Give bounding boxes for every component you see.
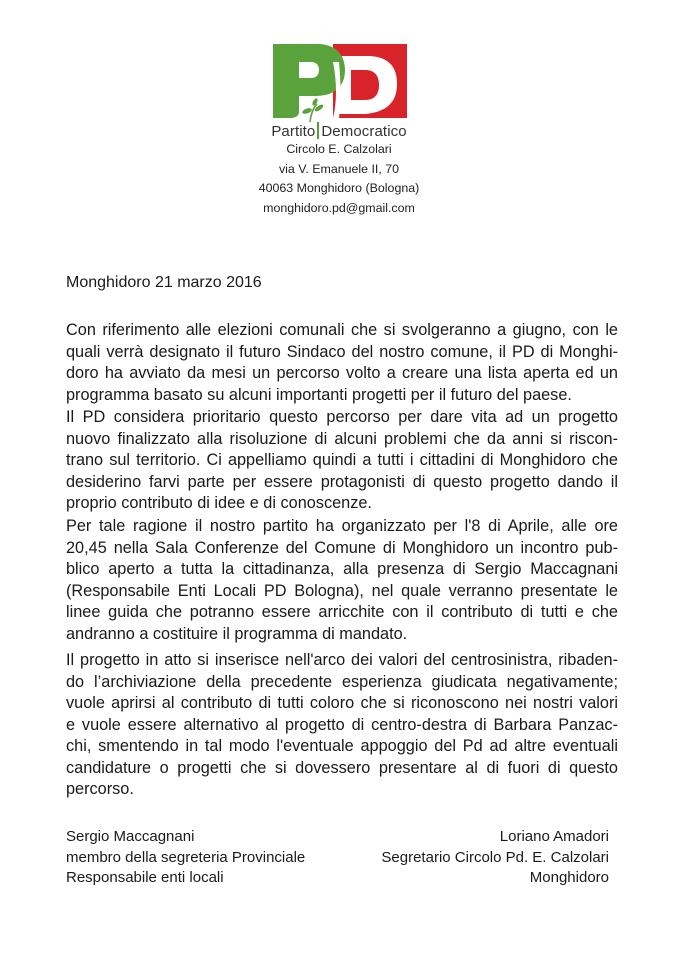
paragraph-line: vuole aprirsi al contributo di tutti coloro che si riconoscono nei nostri valori: [66, 694, 618, 712]
olive-stem-divider: [317, 122, 319, 139]
paragraph-line: percorso.: [66, 780, 134, 798]
signer-detail: Monghidoro: [529, 869, 609, 886]
signer-detail: Responsabile enti locali: [66, 869, 224, 886]
party-name-left: Partito: [271, 123, 316, 140]
signer-role: membro della segreteria Provinciale: [66, 848, 306, 866]
pd-logo: [271, 42, 409, 122]
paragraph-line: candidature o progetti che si dovessero presentare al di fuori di questo: [66, 758, 618, 777]
paragraph-line: chi, smentendo in tal modo l'eventuale appoggio del Pd ad altre eventuali: [66, 737, 618, 755]
signer-role: Segretario Circolo Pd. E. Calzolari: [381, 848, 609, 866]
paragraph-line: trano sul territorio. Ci appelliamo quindi a tutti i cittadini di Monghidoro che: [66, 451, 618, 469]
paragraph-line: andranno a costituire il programma di mandato.: [66, 624, 408, 643]
email-address: monghidoro.pd@gmail.com: [263, 200, 415, 215]
paragraph-line: Con riferimento alle elezioni comunali che si svolgeranno a giugno, con le: [66, 321, 618, 339]
party-name-right: Democratico: [321, 123, 407, 140]
street-address: via V. Emanuele II, 70: [278, 161, 400, 176]
paragraph-line: do l’archiviazione della precedente esperienza giudicata negativamente;: [66, 672, 618, 691]
paragraph-3: [66, 516, 618, 645]
paragraph-4: [66, 650, 618, 801]
paragraph-line: e vuole essere alternativo al progetto di centro-destra di Barbara Panzac-: [66, 715, 618, 734]
paragraph-line: (Responsabile Enti Locali PD Bologna), nel quale verranno presentate le: [66, 581, 618, 600]
paragraph-line: proprio contributo di idee e di conoscenze.: [66, 494, 372, 512]
letter-date: Monghidoro 21 marzo 2016: [66, 274, 262, 291]
paragraph-line: Il PD considera prioritario questo percorso per dare vita ad un progetto: [66, 408, 618, 426]
city-address: 40063 Monghidoro (Bologna): [258, 181, 420, 195]
signer-name: Loriano Amadori: [499, 828, 609, 845]
paragraph-line: Il progetto in atto si inserisce nell'arco dei valori del centrosinistra, ribaden-: [66, 651, 618, 669]
paragraph-line: desiderino farvi parte per essere protagonisti di questo progetto dando il: [66, 472, 618, 491]
paragraph-2: [66, 407, 618, 515]
signer-name: Sergio Maccagnani: [66, 828, 195, 845]
party-name: [0, 122, 678, 140]
paragraph-line: Per tale ragione il nostro partito ha organizzato per l'8 di Aprile, alle ore: [66, 517, 618, 535]
circolo-name: Circolo E. Calzolari: [286, 142, 392, 156]
paragraph-1: [66, 320, 618, 406]
paragraph-line: quali verrà designato il futuro Sindaco del nostro comune, il PD di Monghi-: [66, 342, 618, 361]
signature-right: [381, 827, 609, 889]
signature-left: [66, 827, 305, 889]
paragraph-line: 20,45 nella Sala Conferenze del Comune di Monghidoro un incontro pub-: [66, 538, 618, 557]
paragraph-line: programma basato su alcuni importanti progetti per il futuro del paese.: [66, 385, 572, 404]
paragraph-line: linee guida che potranno essere arricchite con il contributo di tutti e che: [66, 603, 618, 621]
paragraph-line: blico aperto a tutta la cittadinanza, alla presenza di Sergio Maccagnani: [66, 560, 618, 578]
pd-logo-icon: [271, 42, 409, 122]
paragraph-line: doro ha avviato da mesi un percorso volto a creare una lista aperta ed un: [66, 364, 618, 382]
paragraph-line: nuovo finalizzato alla risoluzione di alcuni problemi che da anni si riscon-: [66, 429, 618, 448]
